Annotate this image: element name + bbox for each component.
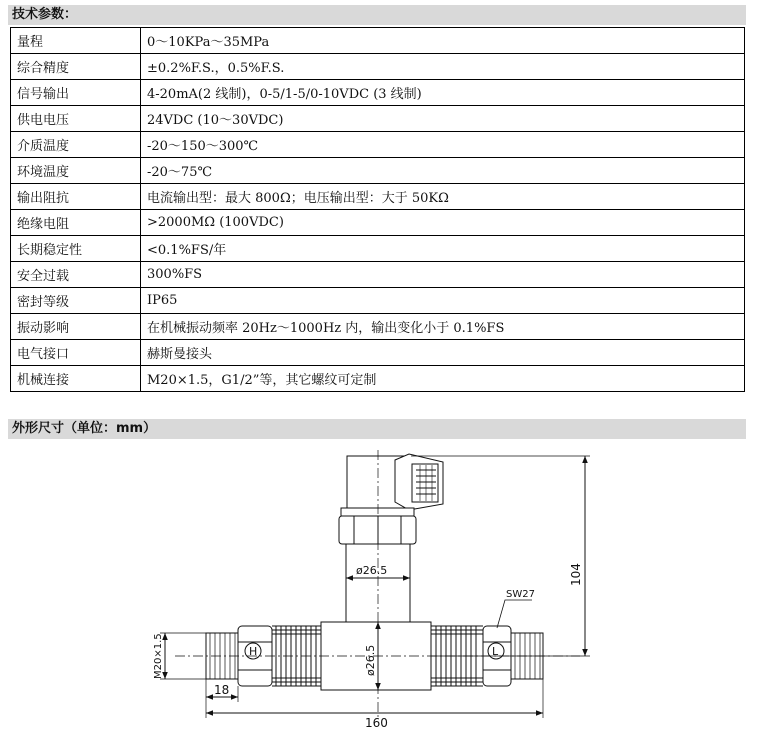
body-diameter-label: ø26.5	[364, 644, 377, 676]
connector-head	[347, 454, 443, 510]
spec-label: 机械连接	[11, 366, 141, 392]
spec-label: 信号输出	[11, 80, 141, 106]
spec-value: -20～75℃	[141, 158, 745, 184]
spec-row	[11, 262, 745, 288]
spec-value: IP65	[141, 288, 745, 314]
tech-params-heading: 技术参数：	[8, 5, 746, 25]
spec-row	[11, 54, 745, 80]
spec-value: ±0.2%F.S.，0.5%F.S.	[141, 54, 745, 80]
thread-length-label: 18	[214, 683, 230, 697]
spec-label: 介质温度	[11, 132, 141, 158]
spec-value: 0～10KPa～35MPa	[141, 28, 745, 54]
spec-row	[11, 184, 745, 210]
spec-row	[11, 340, 745, 366]
spec-row	[11, 366, 745, 392]
spec-row	[11, 158, 745, 184]
upper-diameter-label: ø26.5	[356, 564, 388, 577]
upper-hex-nut	[339, 508, 416, 544]
total-length-label: 160	[365, 716, 388, 730]
spec-row	[11, 132, 745, 158]
spec-value: M20×1.5，G1/2”等，其它螺纹可定制	[141, 366, 745, 392]
spec-value: >2000MΩ (100VDC)	[141, 210, 745, 236]
spec-value: 24VDC (10～30VDC)	[141, 106, 745, 132]
spec-label: 综合精度	[11, 54, 141, 80]
spec-label: 安全过载	[11, 262, 141, 288]
dimension-drawing	[0, 440, 757, 730]
spec-label: 长期稳定性	[11, 236, 141, 262]
spec-table	[10, 27, 745, 392]
spec-label: 电气接口	[11, 340, 141, 366]
spec-value: 300%FS	[141, 262, 745, 288]
spec-value: 在机械振动频率 20Hz～1000Hz 内，输出变化小于 0.1%FS	[141, 314, 745, 340]
spec-row	[11, 236, 745, 262]
spec-label: 绝缘电阻	[11, 210, 141, 236]
spec-row	[11, 80, 745, 106]
height-label: 104	[569, 563, 583, 586]
spec-value: 赫斯曼接头	[141, 340, 745, 366]
spec-label: 环境温度	[11, 158, 141, 184]
dimensions-heading: 外形尺寸（单位：mm）	[8, 419, 746, 439]
spec-value: 电流输出型：最大 800Ω；电压输出型：大于 50KΩ	[141, 184, 745, 210]
spec-value: <0.1%FS/年	[141, 236, 745, 262]
spec-row	[11, 288, 745, 314]
spec-label: 量程	[11, 28, 141, 54]
spec-label: 振动影响	[11, 314, 141, 340]
spec-label: 密封等级	[11, 288, 141, 314]
spec-value: -20～150～300℃	[141, 132, 745, 158]
spec-label: 输出阻抗	[11, 184, 141, 210]
spec-label: 供电电压	[11, 106, 141, 132]
spec-row	[11, 106, 745, 132]
port-l-label: L	[492, 645, 499, 658]
wrench-size-label: SW27	[506, 589, 535, 600]
spec-row	[11, 314, 745, 340]
thread-size-label: M20×1.5	[153, 633, 164, 679]
spec-row	[11, 210, 745, 236]
spec-row	[11, 28, 745, 54]
port-h-label: H	[249, 645, 258, 658]
spec-value: 4-20mA(2 线制)，0-5/1-5/0-10VDC (3 线制)	[141, 80, 745, 106]
